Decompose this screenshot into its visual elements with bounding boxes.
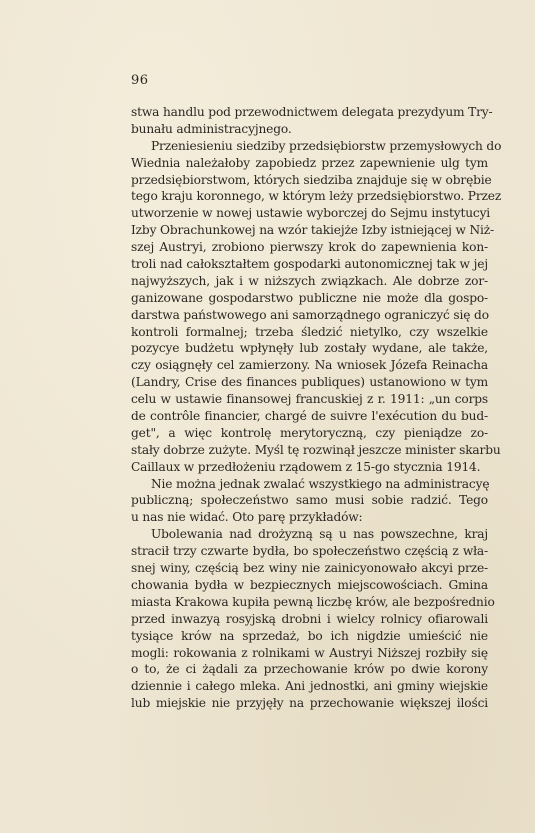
text-line: (Landry, Crise des finances publiques) ustanowiono w tym — [131, 375, 488, 390]
text-line: darstwa państwowego ani samorządnego ograniczyć się do — [131, 307, 489, 322]
text-line: stały dobrze zużyte. Myśl tę rozwinął jeszcze minister skarbu — [131, 442, 501, 457]
text-line: Wiednia należałoby zapobiedz przez zapewnienie ulg tym — [131, 155, 488, 170]
text-line: Caillaux w przedłożeniu rządowem z 15-go stycznia 1914. — [131, 459, 481, 474]
text-line: kontroli formalnej; trzeba śledzić nietylko, czy wszelkie — [131, 324, 488, 339]
text-line: stwa handlu pod przewodnictwem delegata prezydyum Try- — [131, 105, 493, 119]
text-line: snej winy, częścią bez winy nie zainicyonowało akcyi prze- — [131, 561, 488, 576]
text-line: najwyższych, jak i w niższych związkach. Ale dobrze zor- — [131, 273, 488, 288]
text-line: bunału administracyjnego. — [131, 121, 292, 136]
text-line: get", a więc kontrolę merytoryczną, czy pieniądze zo- — [131, 425, 488, 440]
text-line: troli nad całokształtem gospodarki autonomicznej tak w jej — [131, 257, 488, 272]
text-line: Izby Obrachunkowej na wzór takiejże Izby istniejącej w Niż- — [131, 223, 495, 238]
text-line: czy osiągnęły cel zamierzony. Na wniosek Józefa Reinacha — [131, 358, 488, 373]
text-line: celu w ustawie finansowej francuskiej z r. 1911: „un corps — [131, 392, 488, 407]
text-line: lub miejskie nie przyjęły na przechowanie większej ilości — [131, 696, 488, 711]
text-line: publiczną; społeczeństwo samo musi sobie radzić. Tego — [131, 493, 488, 508]
text-line: przedsiębiorstwom, których siedziba znajduje się w obrębie — [131, 172, 492, 187]
text-line: dziennie i całego mleka. Ani jednostki, ani gminy wiejskie — [131, 679, 488, 694]
text-line: tysiące krów na sprzedaż, bo ich nigdzie umieścić nie — [131, 628, 488, 643]
text-line: stracił trzy czwarte bydła, bo społeczeństwo częścią z wła- — [131, 544, 488, 559]
text-line: de contrôle financier, chargé de suivre l'exécution du bud- — [131, 409, 488, 424]
text-line: miasta Krakowa kupiła pewną liczbę krów, ale bezpośrednio — [131, 594, 495, 609]
text-line: przed inwazyą rosyjską drobni i wielcy rolnicy ofiarowali — [131, 611, 488, 626]
text-line: szej Austryi, zrobiono pierwszy krok do zapewnienia kon- — [131, 240, 488, 255]
text-line: Nie można jednak zwalać wszystkiego na administracyę — [151, 476, 490, 491]
text-line: Przeniesieniu siedziby przedsiębiorstw przemysłowych do — [151, 138, 502, 153]
text-line: chowania bydła w bezpiecznych miejscowościach. Gmina — [131, 577, 488, 592]
body-text — [131, 104, 502, 712]
text-line: Ubolewania nad drożyzną są u nas powszechne, kraj — [151, 527, 488, 542]
text-line: tego kraju koronnego, w którym leży przedsiębiorstwo. Przez — [131, 189, 502, 204]
text-line: mogli: rokowania z rolnikami w Austryi Niższej rozbiły się — [131, 645, 488, 660]
text-line: u nas nie widać. Oto parę przykładów: — [131, 510, 363, 525]
text-line: pozycye budżetu wpłynęły lub zostały wydane, ale także, — [131, 341, 488, 356]
text-line: ganizowane gospodarstwo publiczne nie może dla gospo- — [131, 290, 488, 305]
text-line: utworzenie w nowej ustawie wyborczej do Sejmu instytucyi — [131, 206, 491, 221]
page-number: 96 — [131, 73, 149, 88]
text-line: o to, że ci żądali za przechowanie krów po dwie korony — [131, 662, 488, 677]
